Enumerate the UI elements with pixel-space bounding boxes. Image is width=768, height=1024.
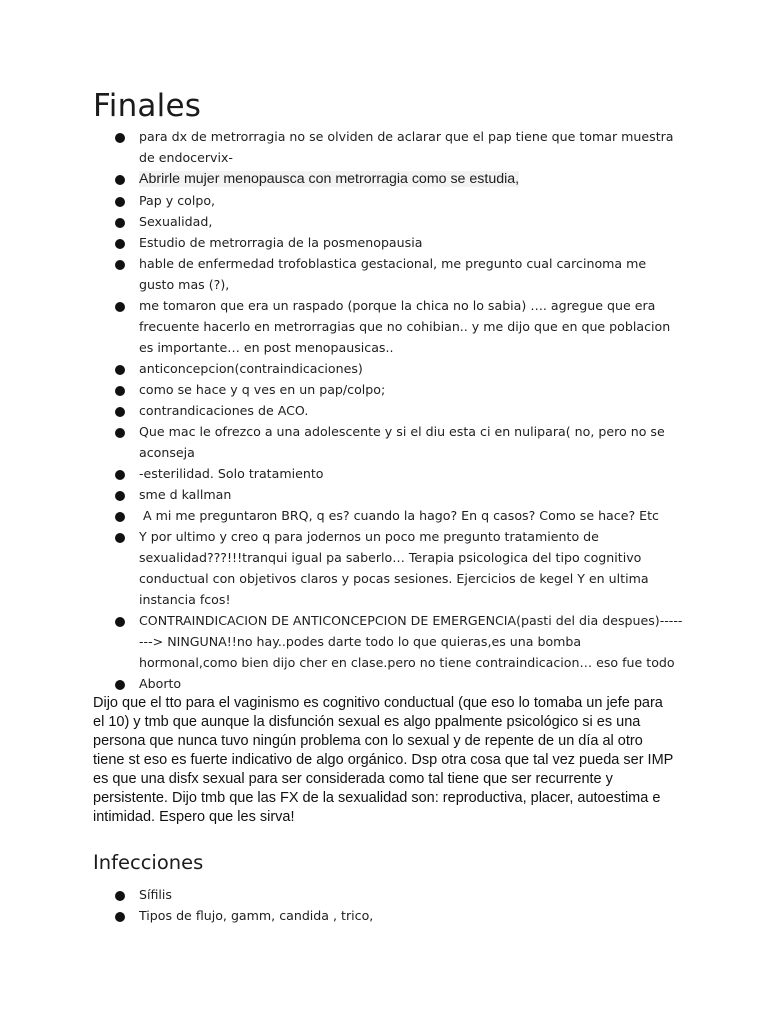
list-item: como se hace y q ves en un pap/colpo; [93,379,683,400]
list-item: CONTRAINDICACION DE ANTICONCEPCION DE EMERGENCIA(pasti del dia despues)--------> NINGUNA!!no hay..podes darte todo lo que quieras,es una bomba hormonal,como bien dijo cher en clase.pero no tiene contraindicacion… eso fue todo [93,610,683,673]
list-item: anticoncepcion(contraindicaciones) [93,358,683,379]
list-item: Sexualidad, [93,211,683,232]
list-item: Y por ultimo y creo q para jodernos un poco me pregunto tratamiento de sexualidad???!!!tranqui igual pa saberlo… Terapia psicologica del tipo cognitivo conductual con objetivos claros y pocas sesiones. Ejercicios de kegel Y en ultima instancia fcos! [93,526,683,610]
bullet-icon [115,407,125,417]
bullet-icon [115,133,125,143]
list-item: Estudio de metrorragia de la posmenopausia [93,232,683,253]
section-title-finales: Finales [93,88,202,124]
bullet-icon [115,260,125,270]
bullet-icon [115,197,125,207]
section-title-infecciones: Infecciones [93,851,204,874]
list-item: Pap y colpo, [93,190,683,211]
bullet-icon [115,428,125,438]
bullet-icon [115,912,125,922]
bullet-icon [115,302,125,312]
bullet-icon [115,491,125,501]
bullet-icon [115,470,125,480]
bullet-icon [115,617,125,627]
bullet-icon [115,533,125,543]
bullet-icon [115,175,125,185]
bullet-icon [115,512,125,522]
list-item: sme d kallman [93,484,683,505]
list-item: Sífilis [93,884,683,905]
list-item: Abrirle mujer menopausca con metrorragia como se estudia, [93,168,683,190]
list-item: contrandicaciones de ACO. [93,400,683,421]
list-item: -esterilidad. Solo tratamiento [93,463,683,484]
list-item: A mi me preguntaron BRQ, q es? cuando la hago? En q casos? Como se hace? Etc [93,505,683,526]
list-item: Aborto [93,673,683,694]
list-item: Que mac le ofrezco a una adolescente y si el diu esta ci en nulipara( no, pero no se aconseja [93,421,683,463]
bullet-icon [115,218,125,228]
bullet-icon [115,891,125,901]
document-page [93,86,683,926]
list-item: hable de enfermedad trofoblastica gestacional, me pregunto cual carcinoma me gusto mas (?), [93,253,683,295]
list-item: me tomaron que era un raspado (porque la chica no lo sabia) …. agregue que era frecuente hacerlo en metrorragias que no cohibian.. y me dijo que en que poblacion es importante… en post menopausicas.. [93,295,683,358]
finales-list [93,126,683,694]
body-paragraph: Dijo que el tto para el vaginismo es cognitivo conductual (que eso lo tomaba un jefe para el 10) y tmb que aunque la disfunción sexual es algo ppalmente psicológico si es una persona que nunca tuvo ningún problema con lo sexual y de repente de un día al otro tiene st eso es fuerte indicativo de algo orgánico. Dsp otra cosa que tal vez pueda ser IMP es que una disfx sexual para ser considerada como tal tiene que ser recurrente y persistente. Dijo tmb que las FX de la sexualidad son: reproductiva, placer, autoestima e intimidad. Espero que les sirva! [93,695,674,825]
bullet-icon [115,680,125,690]
list-item: para dx de metrorragia no se olviden de aclarar que el pap tiene que tomar muestra de endocervix- [93,126,683,168]
bullet-icon [115,386,125,396]
bullet-icon [115,365,125,375]
bullet-icon [115,239,125,249]
list-item: Tipos de flujo, gamm, candida , trico, [93,905,683,926]
infecciones-list [93,884,683,926]
